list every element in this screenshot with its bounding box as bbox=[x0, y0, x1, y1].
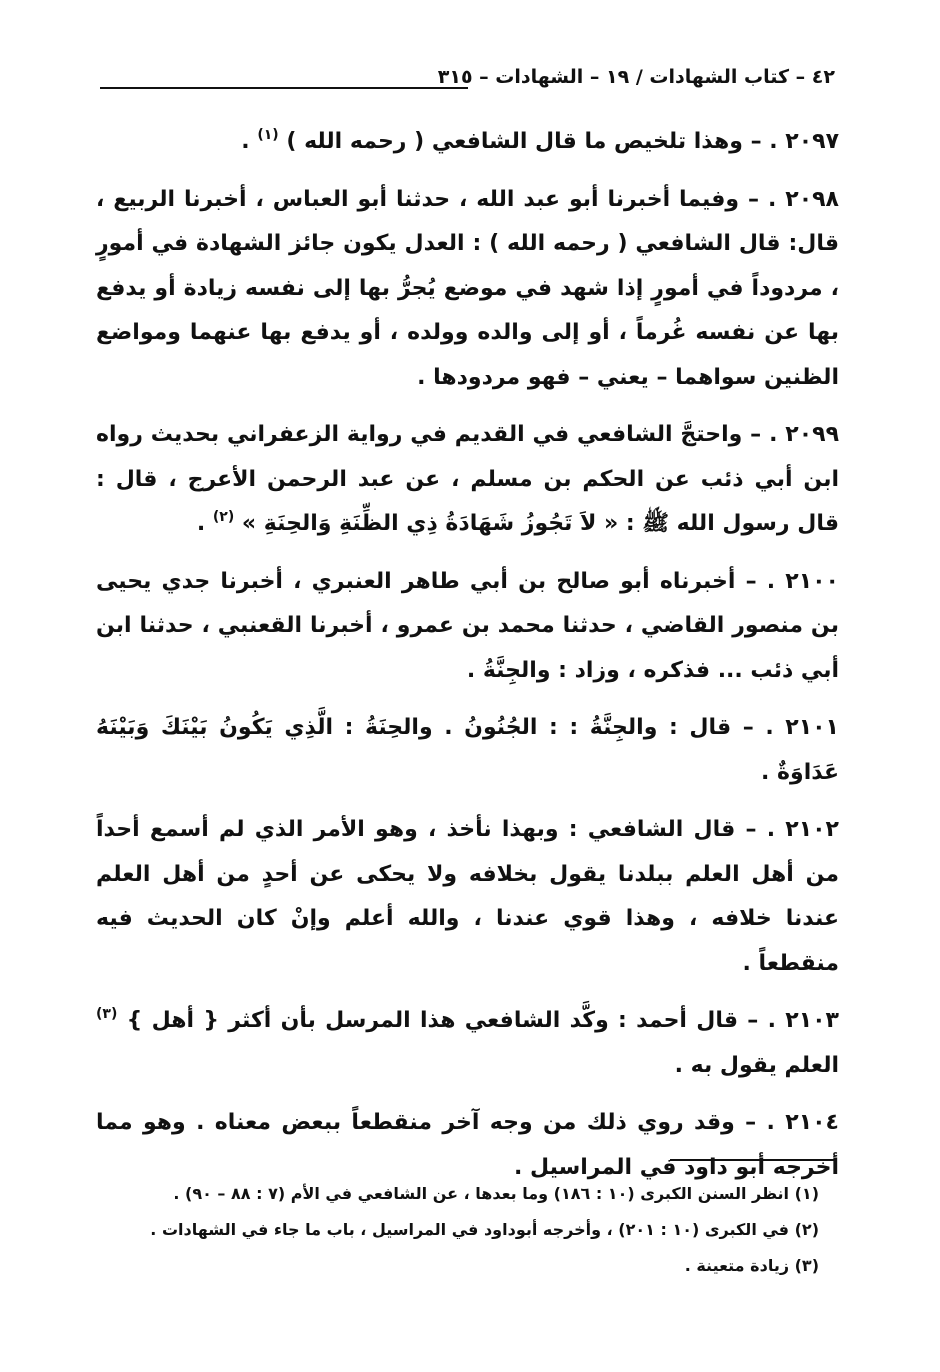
paragraph-2098 bbox=[96, 178, 839, 401]
paragraph-2102 bbox=[96, 808, 839, 986]
paragraph-2099 bbox=[96, 413, 839, 547]
paragraph-number: ٢٠٩٨ . bbox=[767, 186, 839, 212]
paragraph-text-end: . bbox=[196, 511, 206, 536]
paragraph-2103 bbox=[96, 999, 839, 1088]
paragraph-text: – قال : والجِنَّةُ : : الجُنُونُ . والحِنَةُ : الَّذِي يَكُونُ بَيْنَكَ وَبَيْنَهُ عَدَاوَةٌ . bbox=[96, 715, 839, 785]
page-header bbox=[100, 66, 835, 102]
footnote-marker: (٣) bbox=[96, 1006, 118, 1022]
paragraph-text-end: . bbox=[241, 129, 250, 154]
running-title: ٤٢ – كتاب الشهادات / ١٩ – الشهادات – ٣١٥ bbox=[437, 66, 835, 88]
footnote-1: (١) انظر السنن الكبرى (١٠ : ١٨٦) وما بعدها ، عن الشافعي في الأم (٧ : ٨٨ – ٩٠) . bbox=[173, 1184, 819, 1203]
footnote-2: (٢) في الكبرى (١٠ : ٢٠١) ، وأخرجه أبوداود في المراسيل ، باب ما جاء في الشهادات . bbox=[150, 1220, 819, 1239]
paragraph-number: ٢١٠١ . bbox=[765, 715, 839, 740]
paragraph-number: ٢١٠٤ . bbox=[766, 1110, 839, 1135]
paragraph-text-end: العلم يقول به . bbox=[674, 1052, 839, 1078]
footnote-marker: (١) bbox=[257, 127, 279, 143]
paragraph-number: ٢٠٩٩ . bbox=[769, 422, 839, 447]
paragraph-number: ٢١٠٠ . bbox=[766, 568, 839, 594]
paragraph-text: – واحتجَّ الشافعي في القديم في رواية الزعفراني بحديث رواه ابن أبي ذئب عن الحكم بن مسلم ، عن عبد الرحمن الأعرج ، قال : قال رسول الله ﷺ : « لاَ تَجُوزُ شَهَادَةُ ذِي الظِّنَةِ وَالحِنَةِ » bbox=[96, 422, 839, 536]
paragraph-text: – وهذا تلخيص ما قال الشافعي ( رحمه الله ) bbox=[286, 129, 762, 154]
paragraph-number: ٢٠٩٧ . bbox=[769, 129, 839, 154]
footnote-3: (٣) زيادة متعينة . bbox=[684, 1256, 819, 1275]
paragraph-text: – وقد روي ذلك من وجه آخر منقطعاً ببعض معناه . وهو مما أخرجه أبو داود في المراسيل . bbox=[96, 1110, 839, 1180]
paragraph-2101 bbox=[96, 706, 839, 795]
paragraph-text: – قال الشافعي : وبهذا نأخذ ، وهو الأمر الذي لم أسمع أحداً من أهل العلم ببلدنا يقول بخلافه ولا يحكى عن أحدٍ من أهل العلم عندنا خلافه ، وهذا قوي عندنا ، والله أعلم وإنْ كان الحديث فيه منقطعاً . bbox=[96, 817, 839, 976]
paragraph-number: ٢١٠٢ . bbox=[766, 817, 839, 842]
main-text bbox=[96, 120, 839, 1203]
paragraph-text: – أخبرناه أبو صالح بن أبي طاهر العنبري ، أخبرنا جدي يحيى بن منصور القاضي ، حدثنا محمد بن عمرو ، أخبرنا القعنبي ، حدثنا ابن أبي ذئب ... فذكره ، وزاد : والجِنَّةُ . bbox=[96, 568, 839, 683]
paragraph-2097 bbox=[96, 120, 839, 165]
paragraph-text: – وفيما أخبرنا أبو عبد الله ، حدثنا أبو العباس ، أخبرنا الربيع ، قال: قال الشافعي ( رحمه الله ) : العدل يكون جائز الشهادة في أمورٍ ، مردوداً في أمورٍ إذا شهد في موضع يُجرُّ بها إلى نفسه زيادة أو يدفع بها عن نفسه غُرماً ، أو إلى والده وولده ، أو يدفع بها عنهما ومواضع الظنين سواهما – يعني – فهو مردودها . bbox=[96, 186, 839, 390]
footnotes bbox=[96, 1176, 819, 1284]
footnote-rule bbox=[670, 1159, 837, 1161]
paragraph-number: ٢١٠٣ . bbox=[767, 1008, 839, 1033]
footnote-marker: (٢) bbox=[212, 509, 235, 525]
paragraph-text: – قال أحمد : وكَّد الشافعي هذا المرسل بأن أكثر { أهل } bbox=[126, 1008, 759, 1033]
header-rule bbox=[100, 87, 468, 89]
paragraph-2100 bbox=[96, 560, 839, 694]
